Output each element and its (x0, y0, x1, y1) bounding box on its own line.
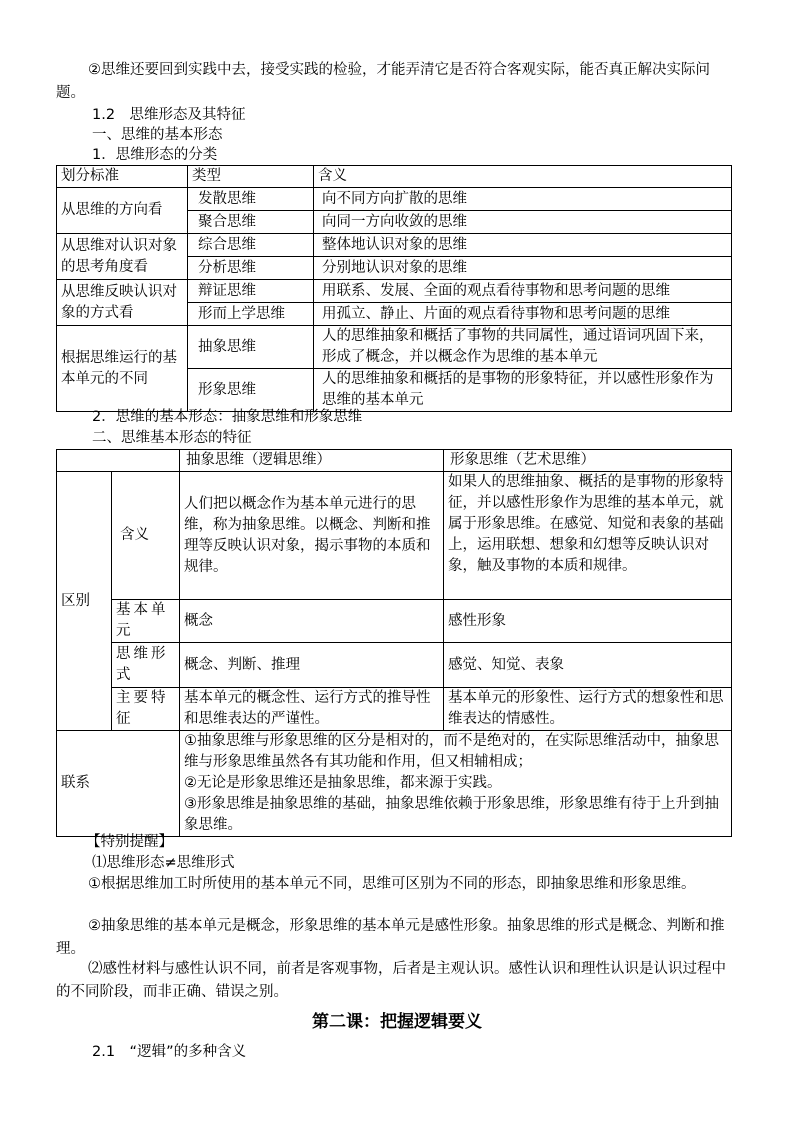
section-heading-1-2: 1.2 思维形态及其特征 (92, 107, 246, 123)
difference-label: 区别 (57, 472, 112, 731)
reminder-title: 【特别提醒】 (86, 834, 173, 850)
type-cell: 抽象思维 (188, 326, 314, 369)
link-item: ①抽象思维与形象思维的区分是相对的，而不是绝对的，在实际思维活动中，抽象思维与形象思维虽然各有其功能和作用，但又相辅相成； (184, 733, 719, 770)
note-paragraph: ②抽象思维的基本单元是概念，形象思维的基本单元是感性形象。抽象思维的形式是概念、判断和推理。 (56, 918, 725, 957)
row-label: 主要特征 (112, 688, 180, 731)
meaning-cell: 整体地认识对象的思维 (314, 234, 732, 257)
image-cell: 基本单元的形象性、运行方式的想象性和思维表达的情感性。 (444, 688, 732, 731)
table-row (57, 643, 732, 688)
lesson-subheading: 2.1 “逻辑”的多种含义 (92, 1044, 247, 1060)
table-header-cell: 划分标准 (57, 166, 188, 188)
type-cell: 发散思维 (188, 188, 314, 211)
standard-cell: 从思维反映认识对象的方式看 (57, 280, 188, 326)
image-cell: 如果人的思维抽象、概括的是事物的形象特征，并以感性形象作为思维的基本单元，就属于形象思维。在感觉、知觉和表象的基础上，运用联想、想象和幻想等反映认识对象，触及事物的本质和规律。 (444, 472, 732, 600)
table-row (57, 234, 732, 257)
meaning-cell: 用联系、发展、全面的观点看待事物和思考问题的思维 (314, 280, 732, 303)
meaning-cell: 用孤立、静止、片面的观点看待事物和思考问题的思维 (314, 303, 732, 326)
note-paragraph: ①根据思维加工时所使用的基本单元不同，思维可区别为不同的形态，即抽象思维和形象思维。 (88, 876, 696, 892)
image-cell: 感觉、知觉、表象 (444, 643, 732, 688)
table-header-cell: 类型 (188, 166, 314, 188)
table-header-row (57, 166, 732, 188)
note-paragraph: ⑵感性材料与感性认识不同，前者是客观事物，后者是主观认识。感性认识和理性认识是认识过程中的不同阶段，而非正确、错误之别。 (56, 961, 726, 1000)
row-label: 含义 (112, 472, 180, 600)
table-row (57, 731, 732, 837)
note-line: ⑴思维形态≠思维形式 (92, 855, 235, 871)
meaning-cell: 人的思维抽象和概括的是事物的形象特征，并以感性形象作为思维的基本单元 (314, 369, 732, 412)
meaning-cell: 向同一方向收敛的思维 (314, 211, 732, 234)
table-row (57, 326, 732, 369)
type-cell: 辩证思维 (188, 280, 314, 303)
table-header-cell: 含义 (314, 166, 732, 188)
table-header-row (57, 450, 732, 472)
link-item: ②无论是形象思维还是抽象思维，都来源于实践。 (184, 775, 502, 791)
standard-cell: 从思维对认识对象的思考角度看 (57, 234, 188, 280)
standard-cell: 从思维的方向看 (57, 188, 188, 234)
lesson-heading: 第二课：把握逻辑要义 (312, 1012, 482, 1032)
row-label: 基本单元 (112, 600, 180, 643)
features-table (56, 449, 732, 837)
table-row (57, 600, 732, 643)
subheading-classification: 1．思维形态的分类 (92, 147, 218, 163)
type-cell: 综合思维 (188, 234, 314, 257)
thinking-forms-table (56, 165, 732, 412)
link-cell (180, 731, 732, 837)
standard-cell: 根据思维运行的基本单元的不同 (57, 326, 188, 412)
meaning-cell: 分别地认识对象的思维 (314, 257, 732, 280)
table-header-cell: 抽象思维（逻辑思维） (180, 450, 444, 472)
abstract-cell: 概念、判断、推理 (180, 643, 444, 688)
abstract-cell: 基本单元的概念性、运行方式的推导性和思维表达的严谨性。 (180, 688, 444, 731)
table-header-cell: 形象思维（艺术思维） (444, 450, 732, 472)
type-cell: 分析思维 (188, 257, 314, 280)
meaning-cell: 向不同方向扩散的思维 (314, 188, 732, 211)
table-row (57, 280, 732, 303)
type-cell: 形象思维 (188, 369, 314, 412)
intro-paragraph: ②思维还要回到实践中去，接受实践的检验，才能弄清它是否符合客观实际，能否真正解决实际问题。 (56, 62, 710, 101)
section-heading-one: 一、思维的基本形态 (92, 127, 223, 143)
link-label: 联系 (57, 731, 180, 837)
type-cell: 聚合思维 (188, 211, 314, 234)
meaning-cell: 人的思维抽象和概括了事物的共同属性，通过语词巩固下来，形成了概念，并以概念作为思维的基本单元 (314, 326, 732, 369)
table-row (57, 188, 732, 211)
section-heading-two: 二、思维基本形态的特征 (92, 430, 252, 446)
image-cell: 感性形象 (444, 600, 732, 643)
table-header-cell (57, 450, 180, 472)
table-row (57, 688, 732, 731)
abstract-cell: 概念 (180, 600, 444, 643)
abstract-cell: 人们把以概念作为基本单元进行的思维，称为抽象思维。以概念、判断和推理等反映认识对象，揭示事物的本质和规律。 (180, 472, 444, 600)
table-row (57, 472, 732, 600)
type-cell: 形而上学思维 (188, 303, 314, 326)
row-label: 思维形式 (112, 643, 180, 688)
link-item: ③形象思维是抽象思维的基础，抽象思维依赖于形象思维，形象思维有待于上升到抽象思维。 (184, 796, 719, 833)
basic-forms-line: 2．思维的基本形态：抽象思维和形象思维 (92, 409, 363, 425)
